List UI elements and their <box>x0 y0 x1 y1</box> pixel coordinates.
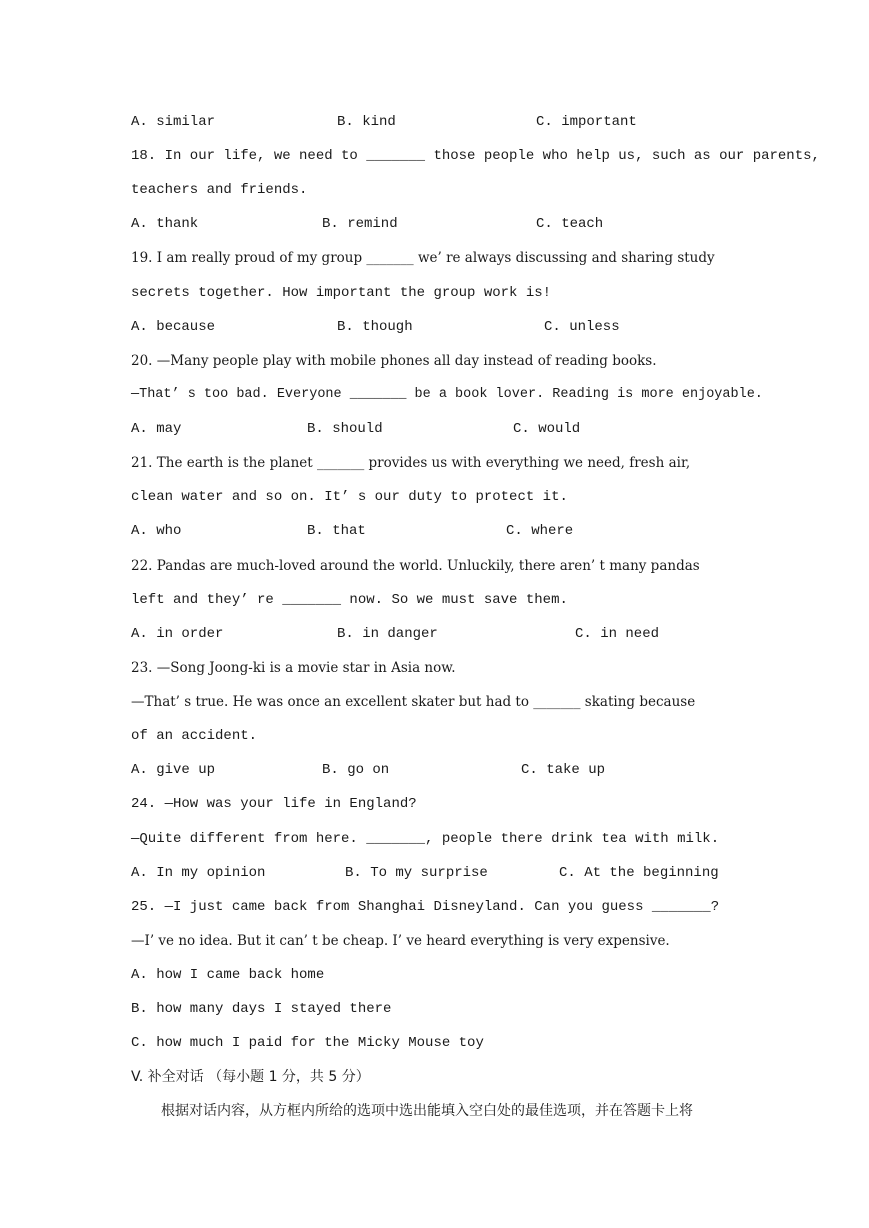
q18-option-c: C. teach <box>536 216 604 232</box>
q24-stem-line2: —Quite different from here. _______, people there drink tea with milk. <box>131 831 720 847</box>
q25-option-c: C. how much I paid for the Micky Mouse toy <box>131 1035 484 1051</box>
q23-option-a: A. give up <box>131 762 216 778</box>
q21-stem-line1: 21. The earth is the planet _______ provides us with everything we need, fresh air, <box>131 455 691 471</box>
section-heading: V. 补全对话 （每小题 1 分，共 5 分） <box>131 1069 370 1085</box>
q20-option-b: B. should <box>307 421 383 437</box>
q25-option-a: A. how I came back home <box>131 967 325 983</box>
q23-stem-line3: of an accident. <box>131 728 258 744</box>
q22-stem-line2: left and they’ re _______ now. So we must save them. <box>131 592 568 608</box>
q18-option-a: A. thank <box>131 216 199 232</box>
q17-option-b: B. kind <box>337 114 396 130</box>
q19-option-c: C. unless <box>544 319 620 335</box>
q18-stem-line1: 18. In our life, we need to _______ those people who help us, such as our parents, <box>131 148 820 164</box>
q24-option-a: A. In my opinion <box>131 865 266 881</box>
q19-stem-line2: secrets together. How important the group work is! <box>131 285 552 301</box>
q17-option-c: C. important <box>536 114 637 130</box>
q23-stem-line2: —That’ s true. He was once an excellent skater but had to _______ skating because <box>131 694 696 710</box>
q24-stem-line1: 24. —How was your life in England? <box>131 796 417 812</box>
q24-option-c: C. At the beginning <box>559 865 719 881</box>
q23-stem-line1: 23. —Song Joong-ki is a movie star in Asia now. <box>131 660 456 676</box>
q22-option-c: C. in need <box>575 626 660 642</box>
q22-option-a: A. in order <box>131 626 224 642</box>
q22-option-b: B. in danger <box>337 626 438 642</box>
q17-option-a: A. similar <box>131 114 216 130</box>
q23-option-b: B. go on <box>322 762 390 778</box>
q21-option-a: A. who <box>131 523 182 539</box>
q19-option-a: A. because <box>131 319 216 335</box>
q24-option-b: B. To my surprise <box>345 865 488 881</box>
q23-option-c: C. take up <box>521 762 606 778</box>
q20-option-c: C. would <box>513 421 581 437</box>
q20-option-a: A. may <box>131 421 182 437</box>
q20-stem-line1: 20. —Many people play with mobile phones all day instead of reading books. <box>131 353 657 369</box>
q21-stem-line2: clean water and so on. It’ s our duty to protect it. <box>131 489 568 505</box>
q18-stem-line2: teachers and friends. <box>131 182 308 198</box>
q25-stem-line1: 25. —I just came back from Shanghai Disneyland. Can you guess _______? <box>131 899 720 915</box>
q21-option-b: B. that <box>307 523 366 539</box>
q20-stem-line2: —That’ s too bad. Everyone _______ be a book lover. Reading is more enjoyable. <box>131 387 763 402</box>
q22-stem-line1: 22. Pandas are much-loved around the world. Unluckily, there aren’ t many pandas <box>131 558 700 574</box>
q25-option-b: B. how many days I stayed there <box>131 1001 392 1017</box>
section-instruction: 根据对话内容，从方框内所给的选项中选出能填入空白处的最佳选项，并在答题卡上将 <box>161 1103 693 1119</box>
q19-stem-line1: 19. I am really proud of my group _______ we’ re always discussing and sharing study <box>131 250 715 266</box>
q19-option-b: B. though <box>337 319 413 335</box>
q18-option-b: B. remind <box>322 216 398 232</box>
q25-stem-line2: —I’ ve no idea. But it can’ t be cheap. I’ ve heard everything is very expensive. <box>131 933 670 949</box>
q21-option-c: C. where <box>506 523 574 539</box>
